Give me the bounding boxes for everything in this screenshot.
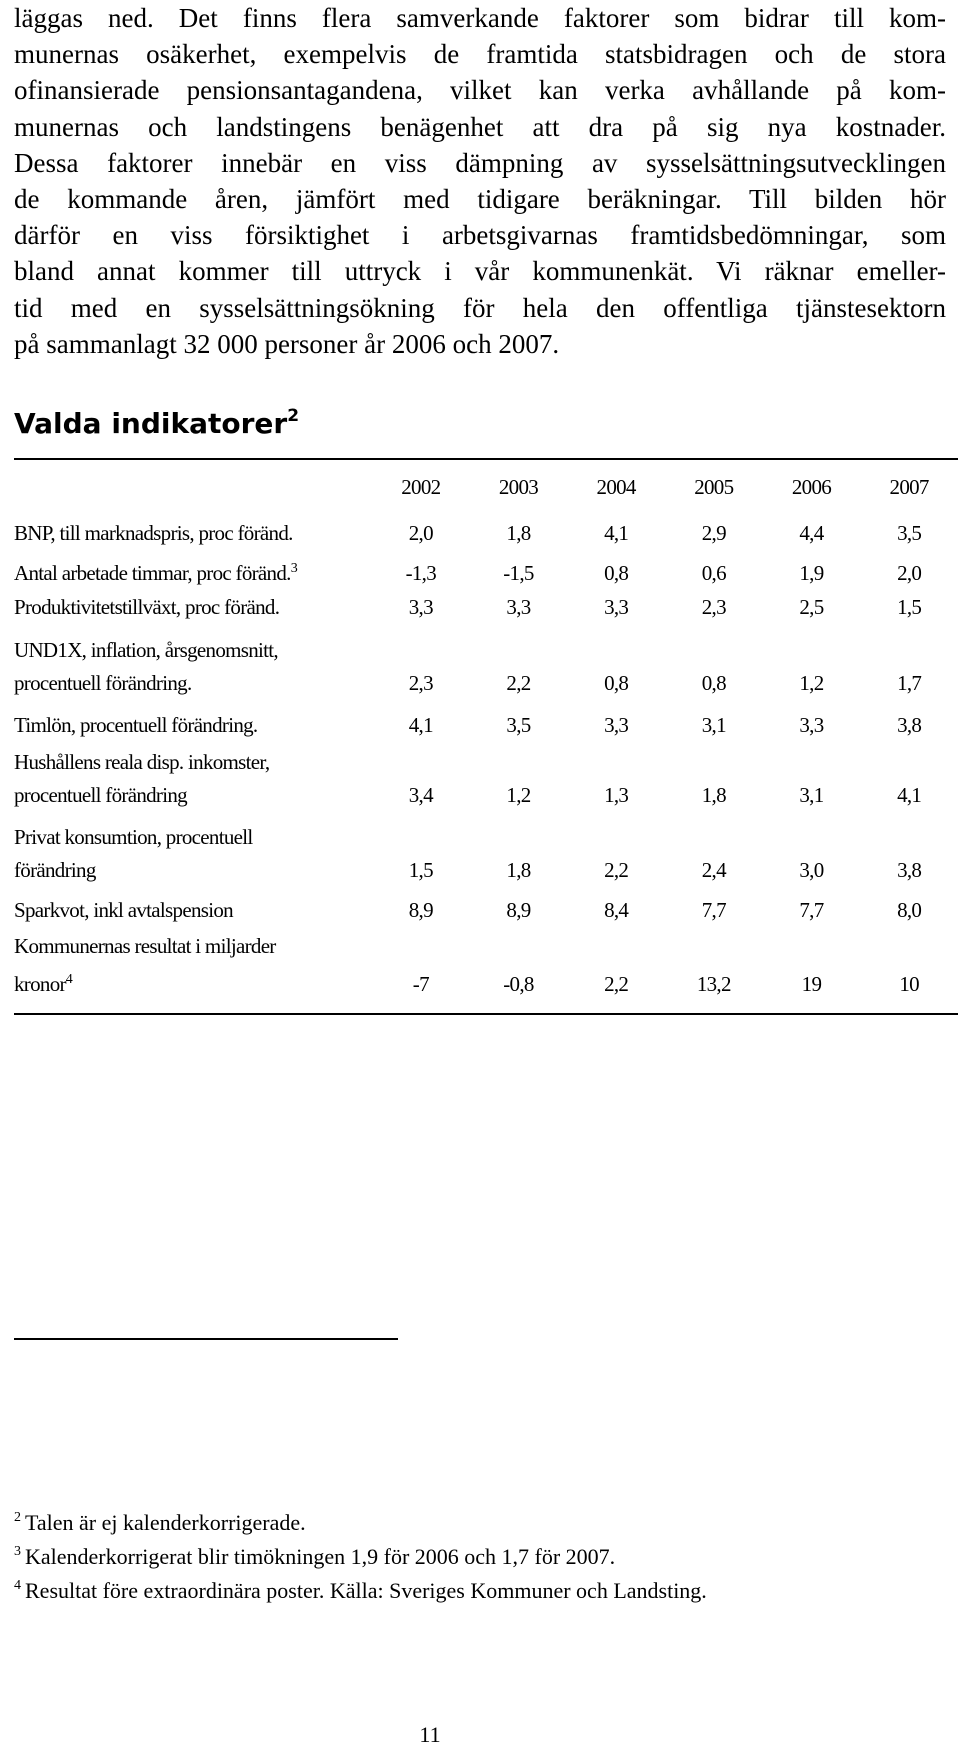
table-row [14, 550, 958, 590]
table-cell: -1,5 [503, 561, 534, 585]
table-bottom-rule [14, 1013, 958, 1015]
table-row [14, 590, 958, 624]
table-cell: 1,8 [701, 783, 726, 807]
paragraph-line: Dessa faktorer innebär en viss dämpning av sysselsättningsutvecklingen [14, 147, 946, 178]
table-cell: 8,9 [408, 898, 433, 922]
row-label: Antal arbetade timmar, proc föränd.$^3$ [14, 561, 298, 585]
footnote-number: 2 [14, 1510, 21, 1525]
footnote [14, 1504, 306, 1537]
table-cell: 4,1 [408, 713, 433, 737]
table-row [14, 887, 958, 927]
row-label: Privat konsumtion, procentuell förändring [14, 825, 253, 882]
section-heading [14, 406, 299, 440]
table-cell: 0,6 [701, 561, 726, 585]
table-cell: 3,3 [604, 595, 629, 619]
table-cell: 2,0 [408, 521, 433, 545]
table-cell: 1,5 [408, 858, 433, 882]
row-label: Timlön, procentuell förändring. [14, 713, 258, 737]
indicator-table [14, 460, 958, 1001]
footnote-number: 4 [14, 1578, 21, 1593]
table-cell: 1,5 [897, 595, 922, 619]
paragraph-line: läggas ned. Det finns flera samverkande faktorer som bidrar till kom- [14, 3, 946, 33]
footnote-ref: 3 [290, 561, 298, 576]
table-row [14, 624, 958, 700]
table-cell: 1,2 [799, 671, 824, 695]
paragraph-line: de kommande åren, jämfört med tidigare beräkningar. Till bilden hör [14, 184, 946, 215]
table-cell: 13,2 [696, 972, 731, 996]
table-row [14, 812, 958, 887]
table-cell: 2,2 [604, 972, 629, 996]
table-cell: 4,1 [604, 521, 629, 545]
table-cell: 19 [801, 972, 822, 996]
row-label: Kommunernas resultat i miljarder kronor$^4$ [14, 934, 276, 996]
table-cell: 2,9 [701, 521, 726, 545]
table-cell: 1,8 [506, 858, 531, 882]
paragraph-line: tid med en sysselsättningsökning för hela den offentliga tjänstesektorn [14, 292, 946, 323]
footnote-ref: 2 [287, 406, 300, 426]
paragraph-line: munernas och landstingens benägenhet att dra på sig nya kostnader. [14, 111, 946, 142]
table-cell: 3,8 [897, 713, 922, 737]
table-cell: -1,3 [405, 561, 437, 585]
footnote-ref: 4 [65, 972, 73, 987]
footnote-text: Talen är ej kalenderkorrigerade. [25, 1510, 306, 1535]
table-cell: 3,1 [701, 713, 726, 737]
table-cell: 2,4 [701, 858, 726, 882]
table-cell: 0,8 [604, 561, 629, 585]
table-cell: 3,4 [408, 783, 433, 807]
paragraph-line: bland annat kommer till uttryck i vår kommunenkät. Vi räknar emeller- [14, 256, 946, 287]
table-cell: 3,5 [897, 521, 922, 545]
footnote [14, 1538, 615, 1571]
paragraph-line: munernas osäkerhet, exempelvis de framtida statsbidragen och de stora [14, 39, 946, 70]
table-cell: 8,4 [604, 898, 629, 922]
year-header: 2003 [498, 474, 539, 499]
paragraph-line: ofinansierade pensionsantagandena, vilket kan verka avhållande på kom- [14, 75, 946, 106]
section-heading-text: Valda indikatorer [14, 407, 288, 440]
table-cell: 4,1 [897, 783, 922, 807]
table-cell: 3,3 [506, 595, 531, 619]
paragraph-line: därför en viss försiktighet i arbetsgivarnas framtidsbedömningar, som [14, 220, 946, 251]
table-cell: 4,4 [799, 521, 824, 545]
table-cell: 3,0 [799, 858, 824, 882]
table-cell: 3,5 [506, 713, 531, 737]
table-cell: 2,3 [701, 595, 726, 619]
body-paragraph [14, 0, 946, 362]
table-cell: 7,7 [799, 898, 824, 922]
year-header: 2004 [596, 474, 636, 499]
year-header: 2007 [889, 474, 929, 499]
table-cell: 7,7 [701, 898, 726, 922]
table-cell: 2,5 [799, 595, 824, 619]
table-row [14, 700, 958, 742]
table-row [14, 514, 958, 550]
row-label: Produktivitetstillväxt, proc föränd. [14, 595, 280, 619]
table-cell: 1,2 [506, 783, 531, 807]
footnote [14, 1572, 707, 1605]
paragraph-line: på sammanlagt 32 000 personer år 2006 och 2007. [14, 328, 560, 359]
footnote-separator [14, 1338, 398, 1340]
row-label: BNP, till marknadspris, proc föränd. [14, 521, 293, 545]
table-cell: 3,3 [408, 595, 433, 619]
table-cell: 0,8 [701, 671, 726, 695]
row-label: Hushållens reala disp. inkomster, procentuell förändring [14, 750, 270, 807]
row-label: Sparkvot, inkl avtalspension [14, 898, 233, 922]
table-cell: 2,2 [604, 858, 629, 882]
table-cell: -0,8 [503, 972, 534, 996]
table-cell: 2,2 [506, 671, 531, 695]
table-cell: 10 [899, 972, 919, 996]
table-cell: 3,1 [799, 783, 824, 807]
footnote-number: 3 [14, 1544, 21, 1559]
table-cell: 3,3 [604, 713, 629, 737]
table-cell: 2,3 [408, 671, 433, 695]
table-cell: 3,8 [897, 858, 922, 882]
year-header: 2002 [401, 474, 441, 499]
year-header: 2006 [791, 474, 832, 499]
table-cell: 1,8 [506, 521, 531, 545]
table-row [14, 927, 958, 1001]
table-cell: 0,8 [604, 671, 629, 695]
table-row [14, 742, 958, 812]
table-header-row [14, 460, 958, 514]
row-label: UND1X, inflation, årsgenomsnitt, procentuell förändring. [14, 638, 278, 695]
table-cell: 8,0 [897, 898, 922, 922]
year-header: 2005 [694, 474, 734, 499]
table-cell: -7 [412, 972, 429, 996]
footnote-text: Resultat före extraordinära poster. Källa: Sveriges Kommuner och Landsting. [25, 1578, 707, 1603]
page-number: 11 [419, 1722, 441, 1747]
table-cell: 1,9 [799, 561, 824, 585]
footnote-text: Kalenderkorrigerat blir timökningen 1,9 för 2006 och 1,7 för 2007. [25, 1544, 616, 1569]
table-cell: 8,9 [506, 898, 531, 922]
table-cell: 3,3 [799, 713, 824, 737]
table-cell: 1,3 [604, 783, 629, 807]
table-cell: 1,7 [897, 671, 922, 695]
table-cell: 2,0 [897, 561, 922, 585]
